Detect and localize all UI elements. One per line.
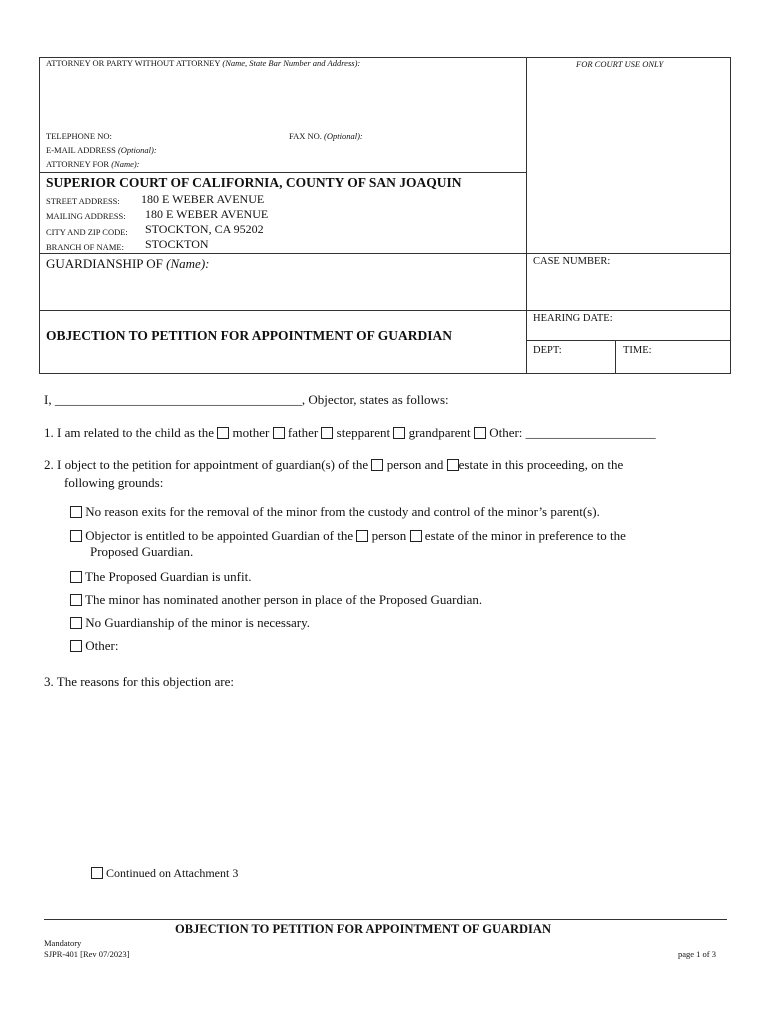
- ground-3-label: The Proposed Guardian is unfit.: [85, 569, 252, 584]
- guardian-estate-label: estate in this proceeding, on the: [458, 457, 624, 472]
- guardian-name-field[interactable]: [41, 274, 524, 308]
- divider-guardianship-title: [39, 310, 731, 311]
- email-label: [46, 145, 157, 155]
- ground-1-checkbox[interactable]: [70, 506, 82, 518]
- footer-form-id: SJPR-401 [Rev 07/2023]: [44, 949, 130, 959]
- case-number-field[interactable]: [528, 270, 728, 308]
- ground-6: [70, 638, 118, 654]
- time-label: TIME:: [623, 345, 652, 356]
- header-center-divider: [526, 57, 527, 374]
- mother-checkbox[interactable]: [217, 427, 229, 439]
- guardianship-label: GUARDIANSHIP OF: [46, 256, 163, 271]
- ground-2-continued: Proposed Guardian.: [90, 544, 194, 559]
- footer-title: OBJECTION TO PETITION FOR APPOINTMENT OF GUARDIAN: [175, 922, 551, 936]
- attorney-label-note: (Name, State Bar Number and Address):: [222, 58, 361, 68]
- ground-1-label: No reason exits for the removal of the minor from the custody and control of the minor’s parent(s).: [85, 504, 600, 519]
- branch-value: STOCKTON: [145, 237, 209, 251]
- ground-5-label: No Guardianship of the minor is necessary.: [85, 615, 311, 630]
- stepparent-checkbox[interactable]: [321, 427, 333, 439]
- mailing-address-label: MAILING ADDRESS:: [46, 211, 126, 221]
- item-1-text: 1. I am related to the child as the: [44, 425, 215, 440]
- ground-6-label: Other:: [85, 638, 119, 653]
- grandparent-label: grandparent: [408, 425, 471, 440]
- stepparent-label: stepparent: [336, 425, 391, 440]
- attorney-label-text: ATTORNEY OR PARTY WITHOUT ATTORNEY: [46, 58, 221, 68]
- fax-label-note: (Optional):: [324, 131, 363, 141]
- father-checkbox[interactable]: [273, 427, 285, 439]
- ground-4-label: The minor has nominated another person in place of the Proposed Guardian.: [85, 592, 483, 607]
- email-label-note: (Optional):: [117, 145, 157, 155]
- footer-page-number: page 1 of 3: [678, 949, 717, 959]
- ground-4-checkbox[interactable]: [70, 594, 82, 606]
- ground-2-estate-label: estate of the minor in preference to the: [424, 528, 626, 543]
- guardian-person-checkbox[interactable]: [371, 459, 383, 471]
- header-right-border: [730, 57, 731, 374]
- item-2: [44, 457, 623, 473]
- mother-label: mother: [232, 425, 270, 440]
- attorney-for-label-text: ATTORNEY FOR: [46, 159, 110, 169]
- other-relation-checkbox[interactable]: [474, 427, 486, 439]
- court-use-only: FOR COURT USE ONLY: [576, 59, 664, 69]
- ground-1: [70, 504, 600, 520]
- father-label: father: [287, 425, 319, 440]
- court-name: SUPERIOR COURT OF CALIFORNIA, COUNTY OF SAN JOAQUIN: [46, 175, 462, 190]
- city-zip-value: STOCKTON, CA 95202: [145, 222, 264, 236]
- divider-dept-time: [615, 340, 616, 374]
- ground-6-checkbox[interactable]: [70, 640, 82, 652]
- street-address-value: 180 E WEBER AVENUE: [141, 192, 265, 206]
- divider-court-guardianship: [39, 253, 731, 254]
- header-left-border: [39, 57, 40, 374]
- continued-attachment: [91, 866, 238, 881]
- grandparent-checkbox[interactable]: [393, 427, 405, 439]
- attorney-label: [46, 58, 360, 68]
- ground-3-checkbox[interactable]: [70, 571, 82, 583]
- other-relation-label: Other: ____________________: [489, 425, 656, 440]
- fax-label-text: FAX NO.: [289, 131, 322, 141]
- footer-mandatory: Mandatory: [44, 938, 82, 948]
- city-zip-label: CITY AND ZIP CODE:: [46, 227, 128, 237]
- mailing-address-value: 180 E WEBER AVENUE: [145, 207, 269, 221]
- header-bottom-border: [39, 373, 731, 374]
- attorney-for-label: [46, 159, 140, 169]
- guardianship-of: [46, 256, 209, 272]
- item-1: [44, 425, 656, 441]
- item-2-text: 2. I object to the petition for appointment of guardian(s) of the: [44, 457, 369, 472]
- ground-4: [70, 592, 482, 608]
- continued-attachment-checkbox[interactable]: [91, 867, 103, 879]
- item-3: 3. The reasons for this objection are:: [44, 674, 235, 689]
- ground-5: [70, 615, 310, 631]
- guardian-estate-checkbox[interactable]: [447, 459, 459, 471]
- footer-rule: [44, 919, 727, 920]
- dept-label: DEPT:: [533, 345, 562, 356]
- telephone-label: TELEPHONE NO:: [46, 131, 112, 141]
- ground-2-checkbox[interactable]: [70, 530, 82, 542]
- ground-2-label: Objector is entitled to be appointed Guardian of the: [85, 528, 354, 543]
- guardianship-note: (Name):: [166, 256, 210, 271]
- email-label-text: E-MAIL ADDRESS: [46, 145, 116, 155]
- form-title: OBJECTION TO PETITION FOR APPOINTMENT OF GUARDIAN: [46, 328, 453, 343]
- ground-3: [70, 569, 251, 585]
- ground-2-person-label: person: [371, 528, 407, 543]
- ground-2: [70, 528, 626, 544]
- ground-5-checkbox[interactable]: [70, 617, 82, 629]
- street-address-label: STREET ADDRESS:: [46, 196, 120, 206]
- divider-hearing-dept: [526, 340, 731, 341]
- case-number-label: CASE NUMBER:: [533, 256, 611, 267]
- objector-intro: I, ______________________________________, Objector, states as follows:: [44, 392, 449, 407]
- hearing-date-label: HEARING DATE:: [533, 313, 613, 324]
- branch-label: BRANCH OF NAME:: [46, 242, 124, 252]
- ground-2-person-checkbox[interactable]: [356, 530, 368, 542]
- ground-2-estate-checkbox[interactable]: [410, 530, 422, 542]
- divider-attorney-court: [39, 172, 527, 173]
- guardian-person-label: person and: [386, 457, 444, 472]
- item-2-continued: following grounds:: [64, 475, 164, 490]
- reasons-field[interactable]: [44, 694, 724, 852]
- continued-attachment-label: Continued on Attachment 3: [106, 866, 239, 880]
- attorney-for-label-note: (Name):: [111, 159, 140, 169]
- fax-label: [289, 131, 363, 141]
